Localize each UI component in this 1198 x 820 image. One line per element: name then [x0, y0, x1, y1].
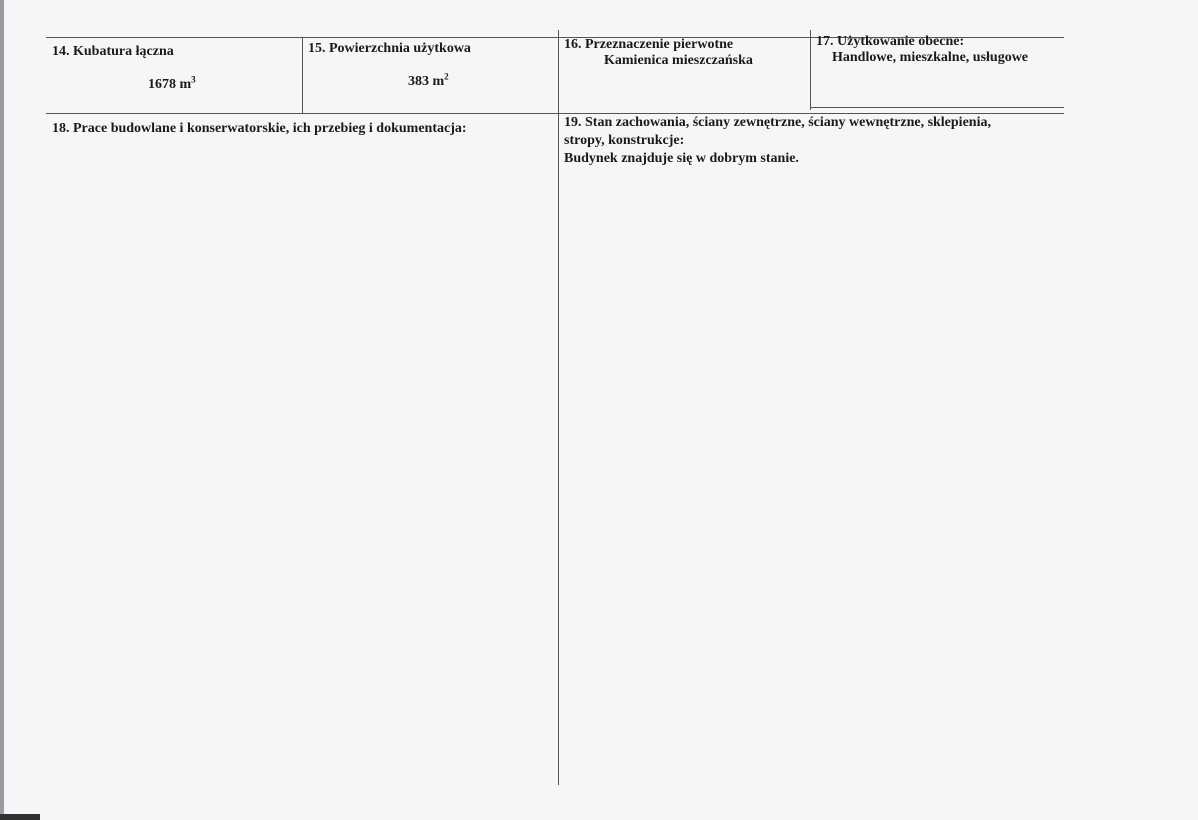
przeznaczenie-label: 16. Przeznaczenie pierwotne [564, 37, 734, 52]
col-divider-1 [302, 37, 303, 113]
stan-label-line2: stropy, konstrukcje: [564, 133, 685, 148]
stan-value: Budynek znajduje się w dobrym stanie. [564, 151, 799, 166]
prace-label: 18. Prace budowlane i konserwatorskie, ich przebieg i dokumentacja: [52, 121, 467, 136]
scan-edge [0, 0, 4, 820]
col-divider-3 [810, 30, 811, 110]
scan-corner [0, 814, 40, 820]
przeznaczenie-value: Kamienica mieszczańska [604, 53, 753, 68]
uzytkowanie-value: Handlowe, mieszkalne, usługowe [832, 50, 1029, 65]
kubatura-label: 14. Kubatura łączna [52, 44, 174, 59]
stan-label-line1: 19. Stan zachowania, ściany zewnętrzne, ściany wewnętrzne, sklepienia, [564, 115, 991, 130]
kubatura-value: 1678 $m^3$ [148, 74, 196, 92]
powierzchnia-value: 383 $m^2$ [408, 71, 449, 89]
col-divider-2 [558, 30, 559, 785]
uzytkowanie-label: 17. Użytkowanie obecne: [816, 34, 965, 49]
powierzchnia-label: 15. Powierzchnia użytkowa [308, 41, 471, 56]
row-divider-right [810, 107, 1064, 108]
